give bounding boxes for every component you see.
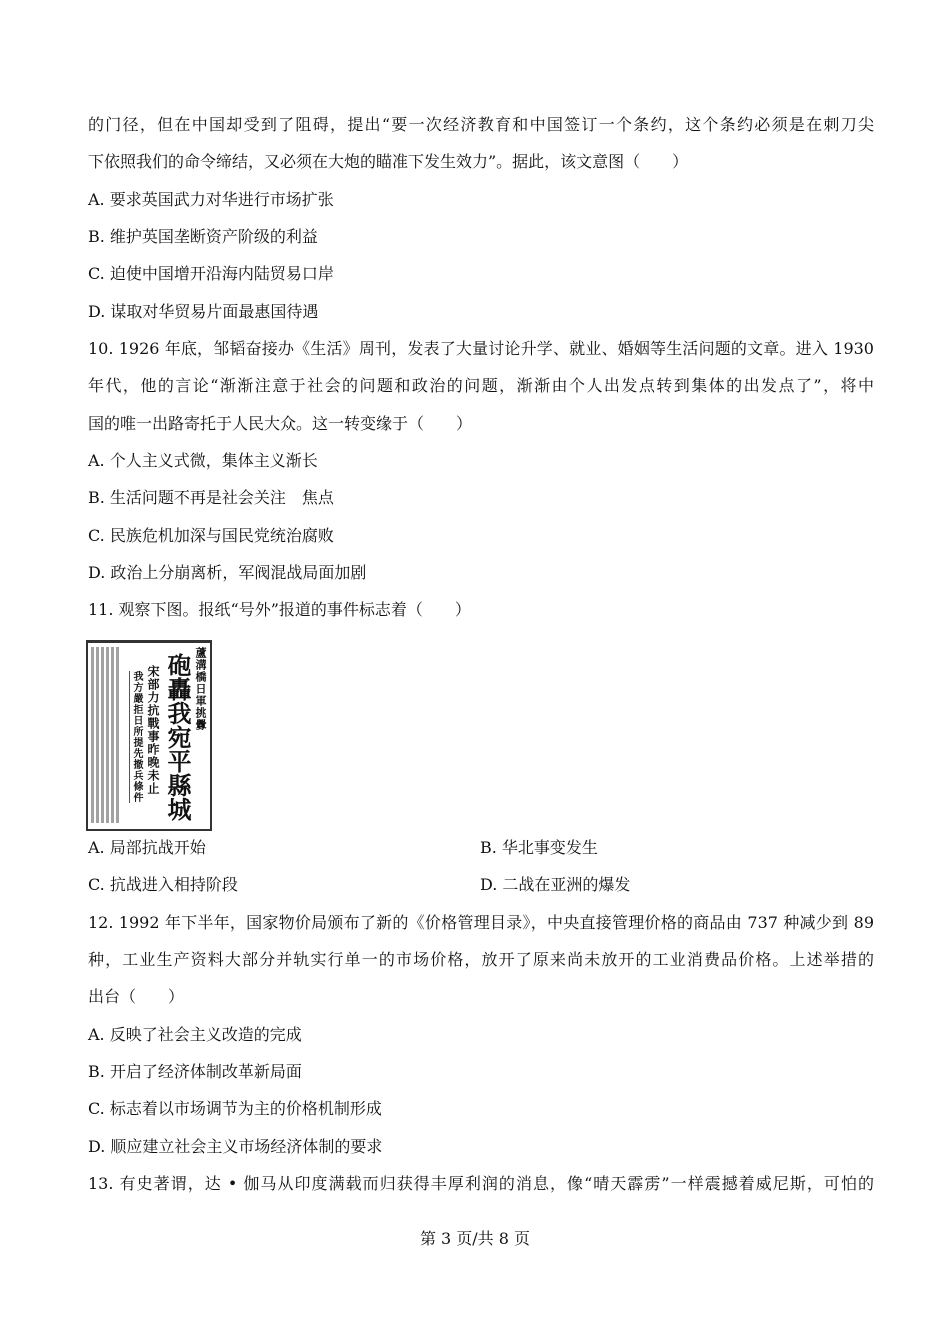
option-b: B. 维护英国垄断资产阶级的利益 xyxy=(88,227,318,247)
option-c: C. 标志着以市场调节为主的价格机制形成 xyxy=(88,1099,382,1119)
newspaper-figure xyxy=(88,635,874,835)
option-a: A. 要求英国武力对华进行市场扩张 xyxy=(88,189,334,209)
option-b: B. 华北事变发生 xyxy=(480,837,598,857)
question-text-line: 下依照我们的命令缔结，又必须在大炮的瞄准下发生效力”。据此，该文意图（ ） xyxy=(88,152,689,172)
option-b: B. 开启了经济体制改革新局面 xyxy=(88,1061,302,1081)
newspaper-kicker: 蘆溝橋日軍挑釁 xyxy=(194,646,207,731)
option-d: D. 谋取对华贸易片面最惠国待遇 xyxy=(88,301,319,321)
page-footer: 第 3 页/共 8 页 xyxy=(419,1229,531,1248)
question-text-line: 国的唯一出路寄托于人民大众。这一转变缘于（ ） xyxy=(88,413,473,433)
question-text-line: 的门径，但在中国却受到了阻碍，提出“要一次经济教育和中国签订一个条约，这个条约必须是在刺刀尖 xyxy=(88,115,874,134)
question-11 xyxy=(88,597,874,909)
option-c: C. 抗战进入相持阶段 xyxy=(88,875,238,895)
question-text-line: 11. 观察下图。报纸“号外”报道的事件标志着（ ） xyxy=(88,600,471,620)
question-text-line: 年代，他的言论“渐渐注意于社会的问题和政治的问题，渐渐由个人出发点转到集体的出发点了”，将中 xyxy=(88,376,874,396)
question-12 xyxy=(88,910,874,1171)
newspaper-headline: 砲轟我宛平縣城 xyxy=(163,652,192,821)
question-text-line: 13. 有史著谓，达 • 伽马从印度满载而归获得丰厚利润的消息，像“晴天霹雳”一样震撼着威尼斯，可怕的 xyxy=(88,1173,874,1193)
page-content xyxy=(88,112,874,1208)
option-a: A. 反映了社会主义改造的完成 xyxy=(88,1024,302,1044)
question-9 xyxy=(88,112,874,336)
newspaper-image xyxy=(86,640,212,831)
option-c: C. 迫使中国增开沿海内陆贸易口岸 xyxy=(88,264,334,284)
option-d: D. 二战在亚洲的爆发 xyxy=(480,875,631,895)
option-d: D. 顺应建立社会主义市场经济体制的要求 xyxy=(88,1136,383,1156)
question-text-line: 12. 1992 年下半年，国家物价局颁布了新的《价格管理目录》，中央直接管理价格的商品由 737 种减少到 89 xyxy=(88,912,874,932)
option-d: D. 政治上分崩离析，军阀混战局面加剧 xyxy=(88,563,367,583)
question-text-line: 种，工业生产资料大部分并轨实行单一的市场价格，放开了原来尚未放开的工业消费品价格。上述举措的 xyxy=(88,949,874,969)
question-10 xyxy=(88,336,874,597)
newspaper-subheadline: 我方嚴拒日所提先撤兵條件 xyxy=(131,670,142,803)
question-text-line: 出台（ ） xyxy=(88,987,185,1007)
option-a: A. 个人主义式微，集体主义渐长 xyxy=(88,451,318,471)
options-row xyxy=(88,835,874,872)
newspaper-body-text xyxy=(91,647,121,823)
question-text-line: 10. 1926 年底，邹韬奋接办《生活》周刊，发表了大量讨论升学、就业、婚姻等生活问题的文章。进入 1930 xyxy=(88,339,874,359)
question-13 xyxy=(88,1171,874,1208)
option-c: C. 民族危机加深与国民党统治腐败 xyxy=(88,525,334,545)
option-b: B. 生活问题不再是社会关注 焦点 xyxy=(88,488,334,508)
options-row xyxy=(88,872,874,909)
newspaper-subheadline: 宋部力抗戰事昨晚未止 xyxy=(146,664,160,795)
option-a: A. 局部抗战开始 xyxy=(88,837,206,857)
